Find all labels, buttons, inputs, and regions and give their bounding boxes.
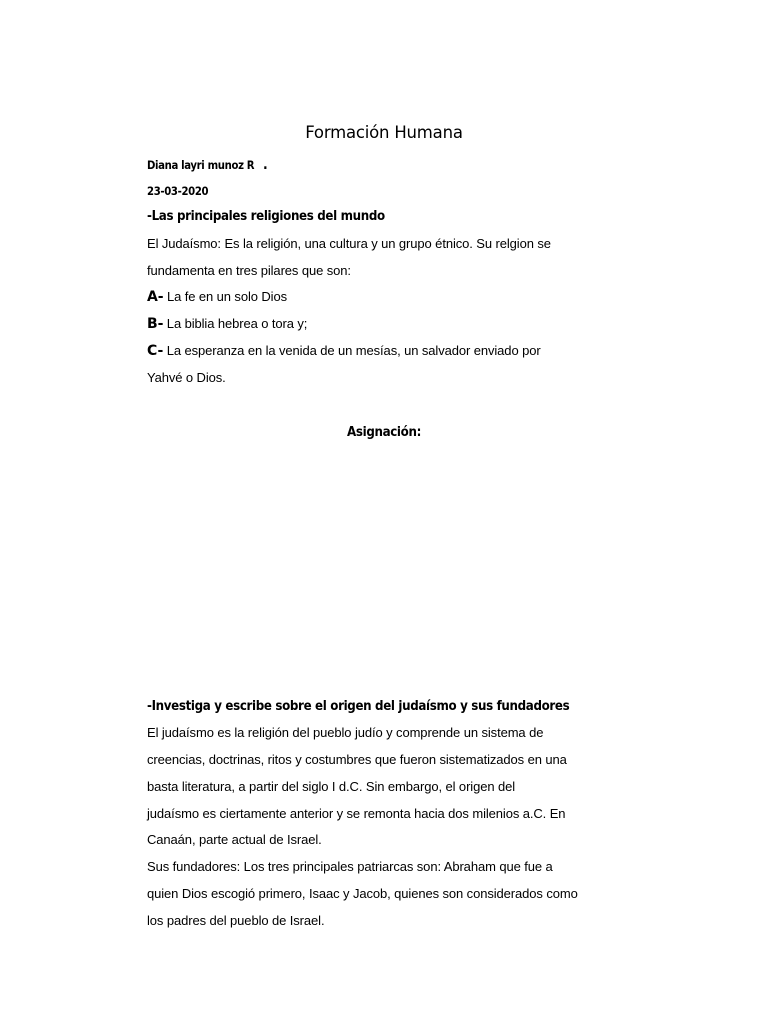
pillar-c-letter: C- — [147, 343, 164, 359]
date-line — [147, 183, 217, 199]
author-period: . — [262, 157, 268, 173]
section1-heading-line — [147, 208, 417, 224]
assignment-heading — [0, 424, 768, 440]
section2-heading: -Investiga y escribe sobre el origen del judaísmo y sus fundadores — [147, 698, 570, 714]
author-name: Diana layri munoz R — [147, 158, 255, 172]
pillar-b-letter: B- — [147, 316, 164, 332]
pillar-c-text: La esperanza en la venida de un mesías, un salvador enviado por — [163, 343, 541, 358]
pillar-a — [147, 289, 287, 305]
pillar-c-continuation: Yahvé o Dios. — [147, 370, 226, 385]
section2-heading-line — [147, 698, 627, 714]
section2-line-4: judaísmo es ciertamente anterior y se remonta hacia dos milenios a.C. En — [147, 806, 566, 821]
section2-line-5: Canaán, parte actual de Israel. — [147, 832, 322, 847]
document-date: 23-03-2020 — [147, 184, 209, 198]
section1-para-line-1: El Judaísmo: Es la religión, una cultura y un grupo étnico. Su relgion se — [147, 236, 551, 251]
pillar-b — [147, 316, 307, 332]
section1-heading: -Las principales religiones del mundo — [147, 208, 385, 224]
section2-line-2: creencias, doctrinas, ritos y costumbres que fueron sistematizados en una — [147, 752, 567, 767]
pillar-a-letter: A- — [147, 289, 164, 305]
section2-line-6: Sus fundadores: Los tres principales patriarcas son: Abraham que fue a — [147, 859, 553, 874]
section1-para-line-2: fundamenta en tres pilares que son: — [147, 263, 351, 278]
author-line — [147, 157, 268, 173]
document-title: Formación Humana — [305, 123, 463, 142]
section2-line-7: quien Dios escogió primero, Isaac y Jacob, quienes son considerados como — [147, 886, 578, 901]
section2-line-8: los padres del pueblo de Israel. — [147, 913, 325, 928]
pillar-a-text: La fe en un solo Dios — [163, 289, 288, 304]
pillar-c — [147, 343, 541, 359]
section2-line-3: basta literatura, a partir del siglo I d.C. Sin embargo, el origen del — [147, 779, 516, 794]
section2-line-1: El judaísmo es la religión del pueblo judío y comprende un sistema de — [147, 725, 544, 740]
assignment-heading-text: Asignación: — [347, 424, 421, 440]
pillar-b-text: La biblia hebrea o tora y; — [163, 316, 308, 331]
